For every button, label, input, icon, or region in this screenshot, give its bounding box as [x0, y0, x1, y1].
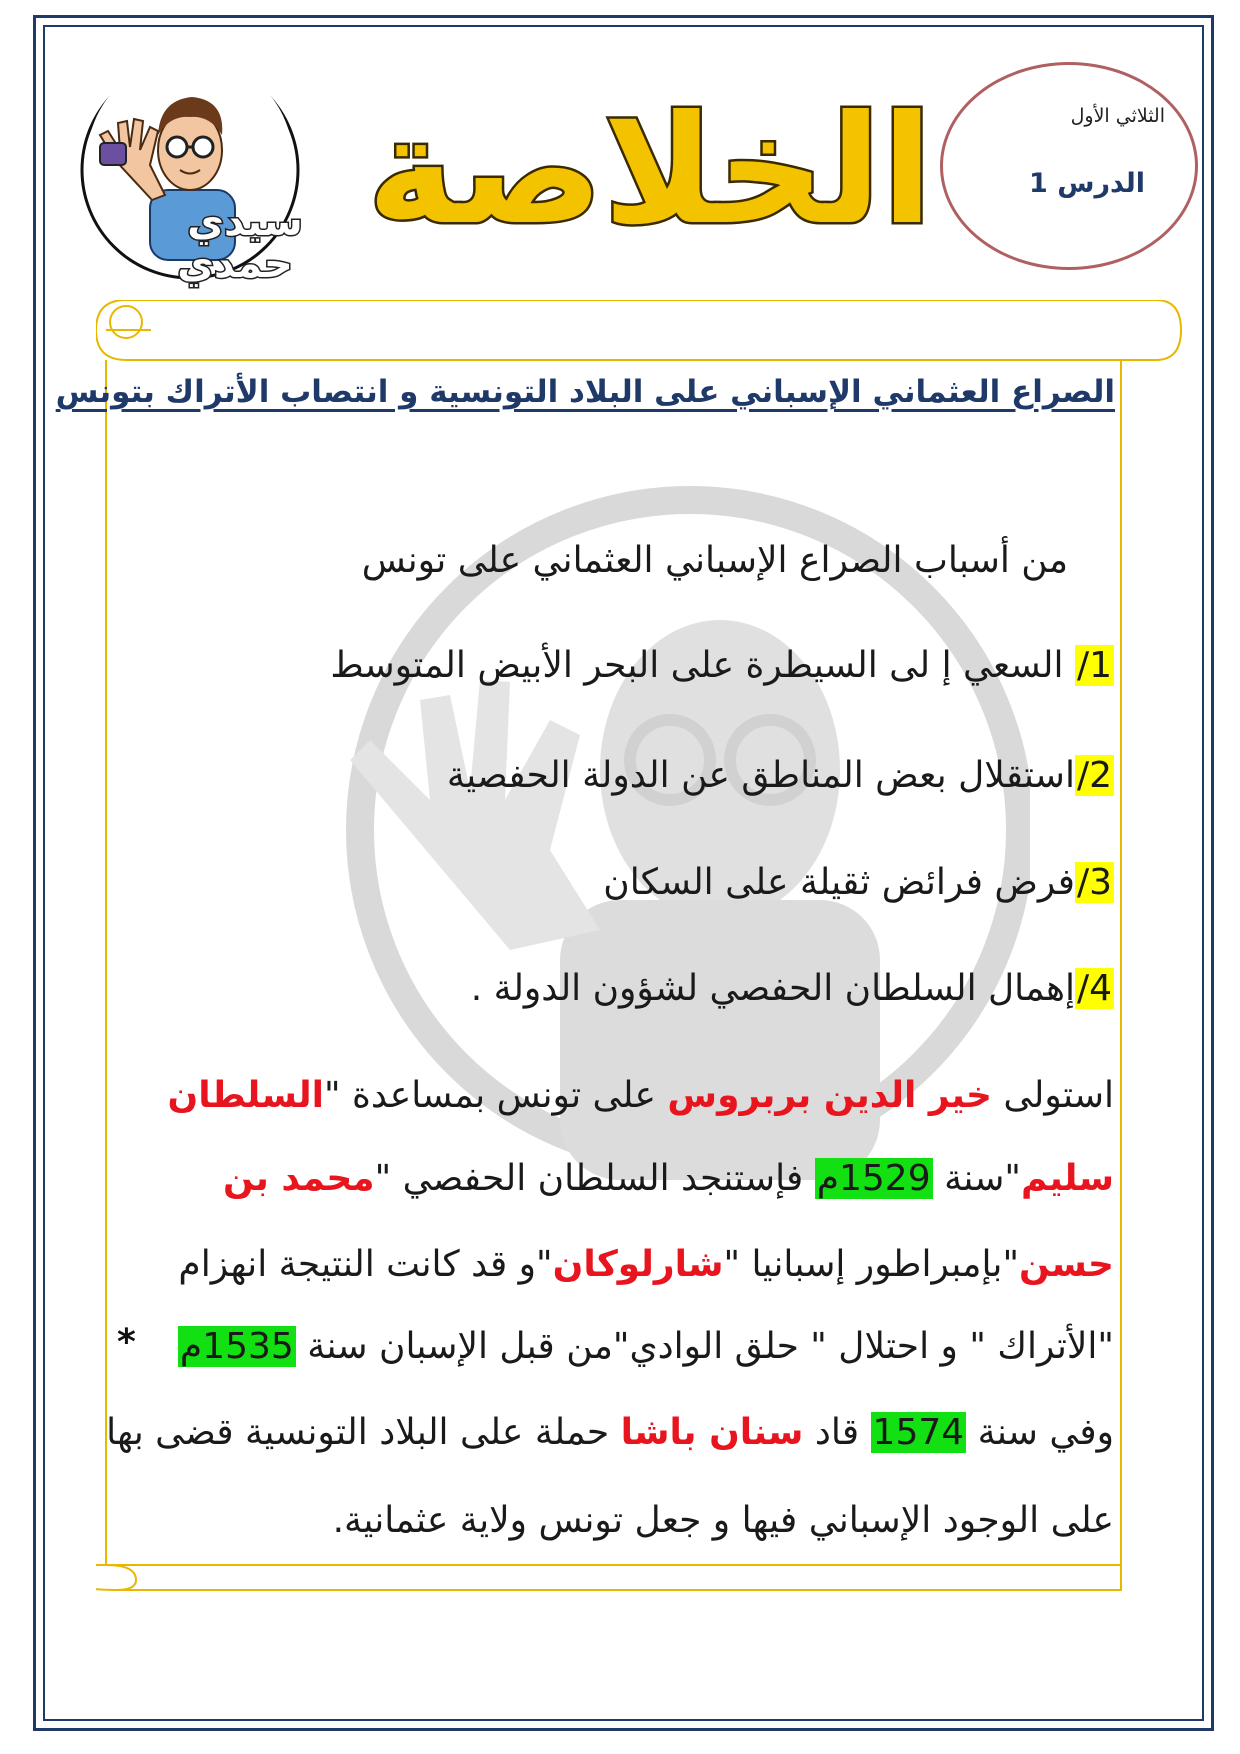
year-highlight: 1529م: [816, 1158, 931, 1199]
text-run: "و قد كانت النتيجة انهزام: [178, 1244, 553, 1285]
cause-item: [114, 862, 1114, 903]
year-highlight: 1535م: [179, 1326, 294, 1367]
logo-text-bottom: حمدي: [177, 241, 293, 287]
cause-number: 2/: [1076, 755, 1112, 796]
text-run: على تونس بمساعدة ": [323, 1075, 668, 1116]
text-run: "الأتراك " و احتلال " حلق الوادي"من قبل الإسبان سنة: [295, 1326, 1114, 1367]
text-run: قاد: [803, 1412, 871, 1453]
paragraph-line: [114, 1326, 1114, 1367]
cause-item: [114, 968, 1114, 1009]
name-highlight: سنان باشا: [620, 1412, 804, 1453]
lesson-number: 1: [1029, 168, 1048, 199]
cause-number: 1/: [1076, 645, 1112, 686]
lesson-badge: [940, 62, 1198, 270]
paragraph-line: [114, 1244, 1114, 1285]
name-highlight: سليم: [1020, 1158, 1114, 1199]
name-highlight: شارلوكان: [552, 1244, 724, 1285]
main-title: [360, 82, 940, 272]
cause-number: 3/: [1076, 862, 1112, 903]
year-highlight: 1574: [872, 1412, 965, 1453]
cause-item: [114, 755, 1114, 796]
paragraph-line: [114, 1158, 1114, 1199]
text-run: استولى: [991, 1075, 1114, 1116]
name-highlight: السلطان: [167, 1075, 324, 1116]
lesson-label: [985, 168, 1145, 199]
name-highlight: خير الدين بربروس: [667, 1075, 992, 1116]
logo-text-top: سيدي: [187, 199, 303, 245]
term-label: الثلاثي الأول: [1070, 105, 1165, 127]
text-run: وفي سنة: [966, 1412, 1114, 1453]
main-title-text: الخلاصة: [367, 84, 933, 258]
cause-text: استقلال بعض المناطق عن الدولة الحفصية: [446, 755, 1075, 796]
text-run: فإستنجد السلطان الحفصي ": [374, 1158, 815, 1199]
star-mark: *: [117, 1322, 136, 1363]
text-run: "بإمبراطور إسبانيا ": [723, 1244, 1020, 1285]
cause-item: [114, 645, 1114, 686]
paragraph-line: [106, 1412, 1114, 1453]
name-highlight: محمد بن: [222, 1158, 375, 1199]
lesson-word: الدرس: [1057, 168, 1145, 199]
causes-intro: من أسباب الصراع الإسباني العثماني على تونس: [361, 540, 1068, 581]
cause-text: السعي إ لى السيطرة على البحر الأبيض المتوسط: [330, 645, 1075, 686]
section-title: الصراع العثماني الإسباني على البلاد التونسية و انتصاب الأتراك بتونس: [55, 374, 1115, 410]
paragraph-line: على الوجود الإسباني فيها و جعل تونس ولاية عثمانية.: [332, 1500, 1114, 1541]
logo: [60, 55, 310, 295]
paragraph-line: [114, 1075, 1114, 1116]
cause-text: فرض فرائض ثقيلة على السكان: [603, 862, 1075, 903]
text-run: حملة على البلاد التونسية قضى بها: [106, 1412, 621, 1453]
name-highlight: حسن: [1019, 1244, 1114, 1285]
text-run: "سنة: [932, 1158, 1021, 1199]
cause-number: 4/: [1076, 968, 1112, 1009]
cause-text: إهمال السلطان الحفصي لشؤون الدولة .: [470, 968, 1075, 1009]
